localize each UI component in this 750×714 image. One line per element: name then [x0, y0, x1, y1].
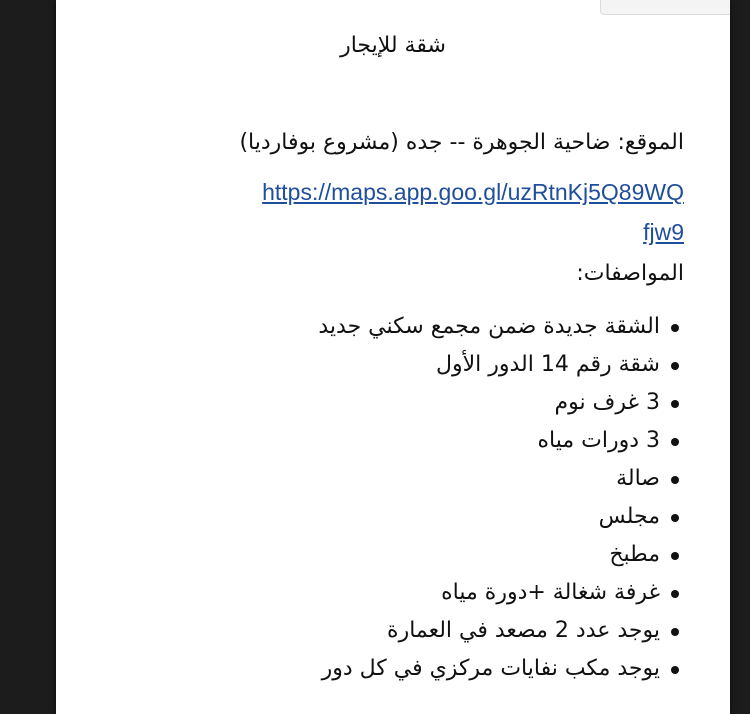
list-item — [56, 651, 730, 689]
bullet-icon — [671, 514, 679, 522]
list-item — [56, 613, 730, 651]
map-link-line-1[interactable]: https://maps.app.goo.gl/uzRtnKj5Q89WQ — [262, 179, 684, 205]
page-title: شقة للإيجار — [340, 33, 446, 58]
bullet-icon — [671, 324, 679, 332]
list-item — [56, 575, 730, 613]
list-item-text: 3 دورات مياه — [537, 428, 660, 453]
list-item-text: مطبخ — [609, 542, 660, 567]
location-text: الموقع: ضاحية الجوهرة -- جده (مشروع بوفارديا) — [239, 130, 684, 155]
list-item-text: يوجد عدد 2 مصعد في العمارة — [387, 618, 660, 643]
list-item — [56, 423, 730, 461]
bullet-icon — [671, 552, 679, 560]
list-item — [56, 385, 730, 423]
bullet-icon — [671, 362, 679, 370]
bullet-icon — [671, 400, 679, 408]
list-item — [56, 461, 730, 499]
document-content — [56, 0, 730, 714]
document-page — [56, 0, 730, 714]
bullet-icon — [671, 476, 679, 484]
list-item-text: شقة رقم 14 الدور الأول — [435, 352, 660, 377]
list-item-text: مجلس — [598, 504, 660, 529]
bullet-icon — [671, 666, 679, 674]
specs-list — [56, 309, 730, 689]
list-item-text: غرفة شغالة +دورة مياه — [441, 580, 660, 605]
map-link-line-2[interactable]: fjw9 — [643, 219, 684, 245]
list-item — [56, 537, 730, 575]
list-item — [56, 347, 730, 385]
list-item-text: 3 غرف نوم — [554, 390, 660, 415]
specs-heading: المواصفات: — [576, 261, 684, 286]
bullet-icon — [671, 438, 679, 446]
bullet-icon — [671, 628, 679, 636]
list-item — [56, 499, 730, 537]
list-item — [56, 309, 730, 347]
list-item-text: يوجد مكب نفايات مركزي في كل دور — [321, 656, 660, 681]
bullet-icon — [671, 590, 679, 598]
list-item-text: الشقة جديدة ضمن مجمع سكني جديد — [318, 314, 660, 339]
map-link[interactable] — [164, 172, 684, 252]
list-item-text: صالة — [616, 466, 660, 491]
